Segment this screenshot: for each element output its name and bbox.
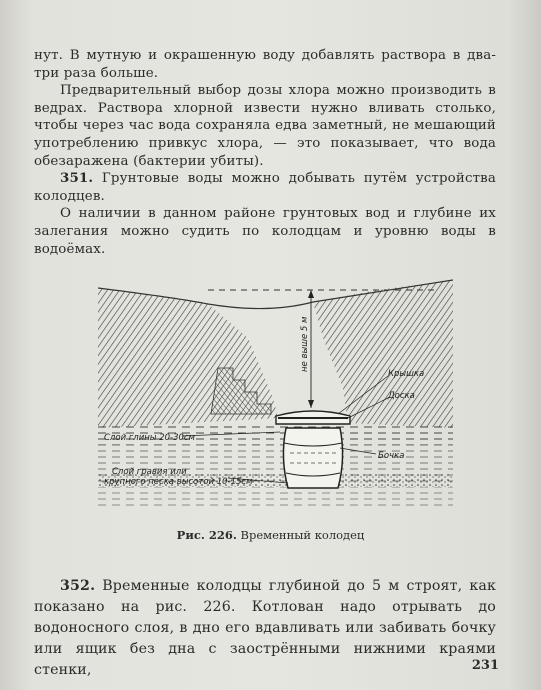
gravel-label-1: Слой гравия или — [112, 467, 187, 477]
top-text-block — [34, 47, 496, 258]
right-soil — [313, 280, 453, 428]
well-figure — [98, 268, 453, 518]
depth-label: не выше 5 м — [300, 316, 310, 372]
bottom-text-block — [34, 576, 496, 681]
section-351-text: Грунтовые воды можно добывать путём устройства колодцев. — [34, 171, 496, 204]
barrel-label: Бочка — [378, 451, 405, 461]
page-number: 231 — [471, 658, 499, 673]
barrel — [283, 428, 342, 488]
section-352-number: 352. — [60, 578, 96, 594]
figure-caption — [0, 528, 541, 542]
section-352 — [34, 576, 496, 681]
paragraph-continuation: нут. В мутную и окрашенную воду добавлять раствора в два-три раза больше. — [34, 48, 496, 81]
board-label: Доска — [388, 391, 415, 401]
caption-number: Рис. 226. — [176, 528, 237, 542]
section-351-number: 351. — [60, 170, 94, 187]
gravel-label-2: крупного песка высотой 10-15см — [104, 477, 253, 487]
paragraph-groundwater: О наличии в данном районе грунтовых вод и глубине их залегания можно судить по колодцам и уровню воды в водоёмах. — [34, 206, 496, 257]
lid-label: Крышка — [388, 369, 425, 379]
clay-label: Слой глины 20-30см — [104, 433, 195, 443]
section-351 — [34, 170, 496, 205]
paragraph-chlorine-dose: Предварительный выбор дозы хлора можно производить в ведрах. Раствора хлорной извести нужно вливать столько, чтобы через час вода сохраняла едва заметный, не мешающий употреблению привкус хлора, — это показывает, что вода обезаражена (бактерии убиты). — [34, 83, 496, 169]
caption-text: Временный колодец — [240, 528, 365, 542]
section-352-text: Временные колодцы глубиной до 5 м строят, как показано на рис. 226. Котлован надо отрывать до водоносного слоя, в дно его вдавливать или забивать бочку или ящик без дна с заострёнными нижними краями стенки, — [34, 578, 496, 678]
